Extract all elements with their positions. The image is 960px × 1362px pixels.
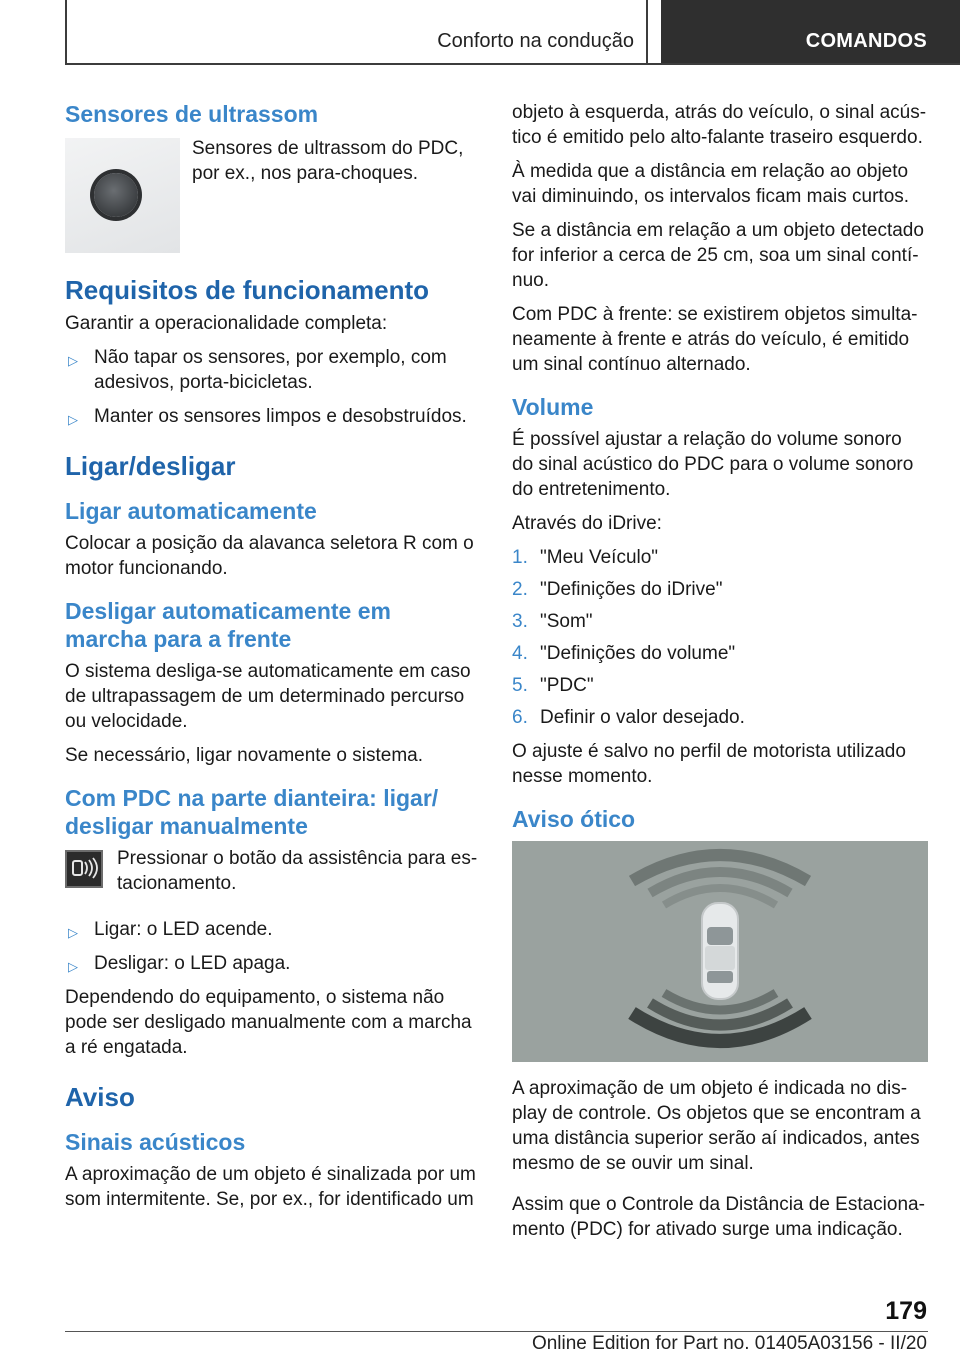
list-item: 1. "Meu Veículo" xyxy=(512,547,659,568)
edition-text: Online Edition for Part no. 01405A03156 - II/20 xyxy=(531,1333,927,1354)
distance-text: Se a distância em relação a um objeto detectado for inferior a cerca de 25 cm, soa um sinal contínuo. xyxy=(512,220,924,291)
footer-rule xyxy=(65,1331,928,1332)
triangle-bullet-icon: ▷ xyxy=(68,353,78,368)
sensors-heading: Sensores de ultrassom xyxy=(65,101,319,127)
on-off-heading: Ligar/desligar xyxy=(65,451,236,481)
triangle-bullet-icon: ▷ xyxy=(68,959,78,974)
header-section-box xyxy=(65,0,648,63)
optic-note: Assim que o Controle da Distância de Estacionamento (PDC) for ativado surge uma indicação. xyxy=(512,1194,925,1240)
requirements-list xyxy=(65,345,478,429)
header-chapter-title: COMANDOS xyxy=(805,30,927,52)
volume-text: É possível ajustar a relação do volume sonoro do sinal acústico do PDC para o volume sonoro do entretenimento. xyxy=(512,429,914,500)
acoustic-continued-text: objeto à esquerda, atrás do veículo, o sinal acústico é emitido pelo alto-falante traseiro esquerdo. xyxy=(512,102,927,148)
acoustic-text: A aproximação de um objeto é sinalizada por um som intermitente. Se, por ex., for identificado um xyxy=(65,1164,476,1210)
requirements-intro: Garantir a operacionalidade completa: xyxy=(65,313,388,334)
triangle-bullet-icon: ▷ xyxy=(68,412,78,427)
left-column xyxy=(65,100,478,1221)
sensors-block xyxy=(65,136,478,253)
page-number: 179 xyxy=(885,1297,927,1325)
optic-text: A aproximação de um objeto é indicada no display de controle. Os objetos que se encontram a uma distância superior serão aí indicados, antes mesmo de se ouvir um sinal. xyxy=(512,1078,921,1174)
header-rule xyxy=(65,63,960,65)
interval-text: À medida que a distância em relação ao objeto vai diminuindo, os intervalos ficam mais curtos. xyxy=(512,161,910,207)
list-item: ▷ Ligar: o LED acende. xyxy=(65,917,478,942)
sensors-text: Sensores de ultrassom do PDC, por ex., nos para-choques. xyxy=(192,138,464,184)
front-pdc-text: Com PDC à frente: se existirem objetos simultaneamente à frente e atrás do veículo, é emitido um sinal contínuo alternado. xyxy=(512,304,918,375)
manual-heading: Com PDC na parte dianteira: ligar/ desligar manualmente xyxy=(65,785,439,839)
sensor-icon xyxy=(94,173,138,217)
ultrasonic-sensor-image xyxy=(65,138,180,253)
auto-on-text: Colocar a posição da alavanca seletora R com o motor funcionando. xyxy=(65,533,474,579)
list-item: ▷ Desligar: o LED apaga. xyxy=(65,951,478,976)
right-column xyxy=(512,100,928,1251)
acoustic-heading: Sinais acústicos xyxy=(65,1129,246,1155)
list-item: ▷ Manter os sensores limpos e desobstruídos. xyxy=(65,404,478,429)
list-item: 6. Definir o valor desejado. xyxy=(512,707,745,728)
list-item: ▷ Não tapar os sensores, por exemplo, com adesivos, porta-bicicletas. xyxy=(68,347,447,393)
auto-off-text: O sistema desliga-se automaticamente em caso de ultrapassagem de um determinado percurso ou velocidade. xyxy=(65,661,471,732)
auto-off-heading: Desligar automaticamente em marcha para a frente xyxy=(65,598,391,652)
auto-on-heading: Ligar automaticamente xyxy=(65,498,317,524)
parking-assist-button-icon xyxy=(65,850,103,888)
list-item: 2. "Definições do iDrive" xyxy=(512,579,723,600)
requirements-heading: Requisitos de funcionamento xyxy=(65,275,430,305)
manual-block xyxy=(65,846,478,905)
volume-heading: Volume xyxy=(512,394,594,420)
car-icon xyxy=(702,903,738,999)
idrive-steps xyxy=(512,545,928,730)
manual-text: Pressionar o botão da assistência para estacionamento. xyxy=(117,848,478,894)
warning-heading: Aviso xyxy=(65,1082,135,1112)
pdc-display-image xyxy=(512,841,928,1062)
header-chapter-box xyxy=(661,0,960,63)
header-section-title: Conforto na condução xyxy=(437,30,634,52)
list-item: 3. "Som" xyxy=(512,611,593,632)
manual-list xyxy=(65,917,478,976)
optic-heading: Aviso ótico xyxy=(512,806,636,832)
list-item: 4. "Definições do volume" xyxy=(512,643,736,664)
manual-note: Dependendo do equipamento, o sistema não pode ser desligado manualmente com a marcha a ré engatada. xyxy=(65,987,472,1058)
save-note: O ajuste é salvo no perfil de motorista utilizado nesse momento. xyxy=(512,741,906,787)
triangle-bullet-icon: ▷ xyxy=(68,925,78,940)
list-item: 5. "PDC" xyxy=(512,675,594,696)
idrive-intro: Através do iDrive: xyxy=(512,513,662,534)
auto-off-note: Se necessário, ligar novamente o sistema. xyxy=(65,745,424,766)
